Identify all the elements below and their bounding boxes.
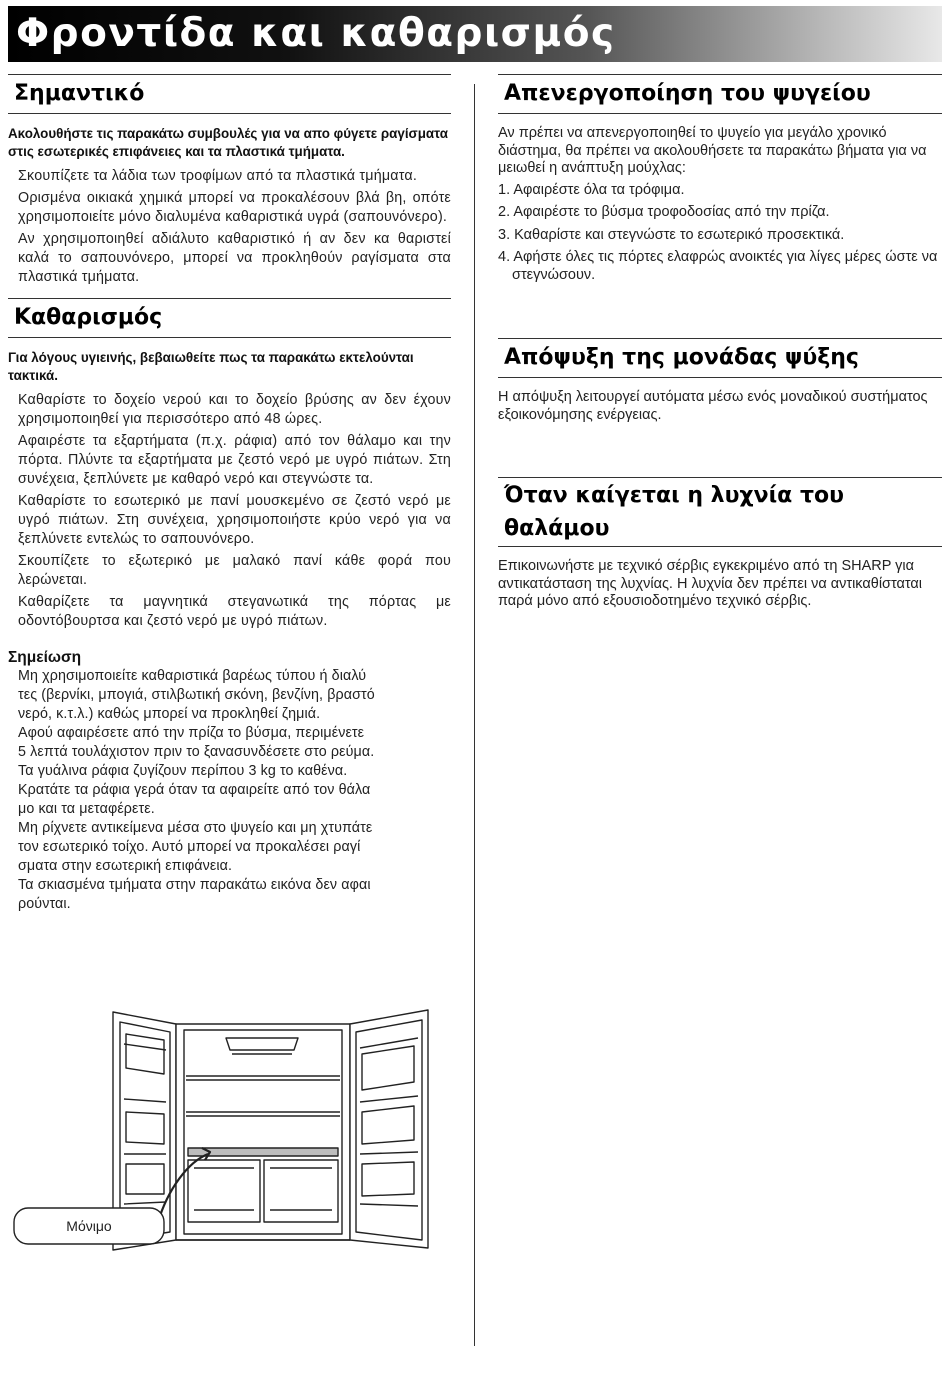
step-item: 4. Αφήστε όλες τις πόρτες ελαφρώς ανοικτές για λίγες μέρες ώστε να στεγνώσουν. [498, 249, 938, 283]
section-heading-cleaning: Καθαρισμός [8, 298, 451, 338]
section-heading-defrost: Απόψυξη της μονάδας ψύξης [498, 338, 942, 378]
defrost-text: Η απόψυξη λειτουργεί αυτόματα μέσω ενός μοναδικού συστήματος εξοικονόμησης ενέργειας. [498, 389, 928, 423]
cleaning-item: Αφαιρέστε τα εξαρτήματα (π.χ. ράφια) από τον θάλαμο και την πόρτα. Πλύντε τα εξαρτήματα με ζεστό νερό με υγρό πιάτων. Στη συνέχεια, ξεπλύνετε με καθαρό νερό και στεγνώστε τα. [18, 433, 451, 487]
important-item: Σκουπίζετε τα λάδια των τροφίμων από τα πλαστικά τμήματα. [18, 168, 418, 184]
section-important [8, 74, 451, 287]
section-heading-deactivate: Απενεργοποίηση του ψυγείου [498, 74, 942, 114]
note-line: Αφού αφαιρέσετε από την πρίζα το βύσμα, περιμένετε [18, 725, 365, 741]
lamp-heading-line1: Όταν καίγεται η λυχνία του [504, 483, 844, 508]
note-line: νερό, κ.τ.λ.) καθώς μπορεί να προκληθεί ζημιά. [18, 706, 321, 722]
step-item: 2. Αφαιρέστε το βύσμα τροφοδοσίας από την πρίζα. [498, 204, 830, 220]
right-column [498, 74, 942, 609]
section-heading-lamp [498, 477, 942, 547]
step-item: 3. Καθαρίστε και στεγνώστε το εσωτερικό προσεκτικά. [498, 226, 845, 243]
note-body [8, 667, 451, 914]
lamp-heading-line2: θαλάμου [504, 516, 610, 541]
note-line: τες (βερνίκι, μπογιά, στιλβωτική σκόνη, βενζίνη, βραστό [18, 687, 375, 703]
cleaning-item: Σκουπίζετε το εξωτερικό με μαλακό πανί κάθε φορά που λερώνεται. [18, 553, 451, 588]
left-column [8, 74, 451, 914]
note-line: τον εσωτερικό τοίχο. Αυτό μπορεί να προκαλέσει ραγί [18, 839, 361, 855]
important-lead: Ακολουθήστε τις παρακάτω συμβουλές για να απο φύγετε ραγίσματα στις εσωτερικές επιφάνειες και τα πλαστικά τμήματα. [8, 126, 448, 159]
section-defrost [498, 338, 942, 424]
cleaning-item: Καθαρίστε το εσωτερικό με πανί μουσκεμένο σε ζεστό νερό με υγρό πιάτων. Στη συνέχεια, χρησιμοποιήστε κρύο νερό για να ξεπλύνετε εντελώς το σαπουνόνερο. [18, 493, 451, 547]
cleaning-lead: Για λόγους υγιεινής, βεβαιωθείτε πως τα παρακάτω εκτελούνται τακτικά. [8, 350, 414, 383]
important-item: Αν χρησιμοποιηθεί αδιάλυτο καθαριστικό ή αν δεν κα θαριστεί καλά το σαπουνόνερο, μπορεί να προκληθούν ραγίσματα στα πλαστικά τμήματα. [18, 231, 451, 285]
note-line: Μη χρησιμοποιείτε καθαριστικά βαρέως τύπου ή διαλύ [18, 668, 367, 684]
cleaning-item: Καθαρίστε το δοχείο νερού και το δοχείο βρύσης αν δεν έχουν χρησιμοποιηθεί για περισσότερο από 48 ώρες. [18, 392, 451, 427]
important-item: Ορισμένα οικιακά χημικά μπορεί να προκαλέσουν βλά βη, οπότε χρησιμοποιείτε μόνο διαλυμένα καθαριστικά υγρά (σαπουνόνερο). [18, 190, 451, 225]
note-line: Μη ρίχνετε αντικείμενα μέσα στο ψυγείο και μη χτυπάτε [18, 820, 373, 836]
deactivate-intro: Αν πρέπει να απενεργοποιηθεί το ψυγείο για μεγάλο χρονικό διάστημα, θα πρέπει να ακολουθήσετε τα παρακάτω βήματα για να μειωθεί η ανάπτυξη μούχλας: [498, 125, 927, 176]
lamp-text: Επικοινωνήστε με τεχνικό σέρβις εγκεκριμένο από τη SHARP για αντικατάσταση της λυχνίας. Η λυχνία δεν πρέπει να αντικαθίσταται παρά μόνο από εξουσιοδοτημένο τεχνικό σέρβις. [498, 558, 923, 609]
section-lamp [498, 477, 942, 611]
deactivate-steps [498, 182, 942, 285]
title-banner [8, 6, 942, 62]
note-line: Κρατάτε τα ράφια γερά όταν τα αφαιρείτε από τον θάλα [18, 782, 371, 798]
cleaning-item: Καθαρίζετε τα μαγνητικά στεγανωτικά της πόρτας με οδοντόβουρτσα και ζεστό νερό με υγρό πιάτων. [18, 594, 451, 629]
note-title: Σημείωση [8, 649, 82, 666]
figure-label-permanent: Μόνιμο [66, 1218, 112, 1234]
note-line: Τα σκιασμένα τμήματα στην παρακάτω εικόνα δεν αφαι [18, 877, 371, 893]
column-divider [474, 84, 475, 1346]
section-cleaning [8, 298, 451, 914]
note-line: 5 λεπτά τουλάχιστον πριν το ξανασυνδέσετε στο ρεύμα. [18, 744, 375, 760]
page-title: Φροντίδα και καθαρισμός [16, 11, 616, 56]
step-item: 1. Αφαιρέστε όλα τα τρόφιμα. [498, 181, 685, 198]
section-heading-important: Σημαντικό [8, 74, 451, 114]
note-line: μο και τα μεταφέρετε. [18, 801, 155, 817]
note-line: σματα στην εσωτερική επιφάνεια. [18, 858, 233, 874]
fridge-illustration [8, 1004, 448, 1254]
note-line: ρούνται. [18, 896, 71, 912]
note-line: Τα γυάλινα ράφια ζυγίζουν περίπου 3 kg το καθένα. [18, 763, 348, 779]
fridge-drawing [8, 1004, 448, 1254]
section-deactivate [498, 74, 942, 284]
